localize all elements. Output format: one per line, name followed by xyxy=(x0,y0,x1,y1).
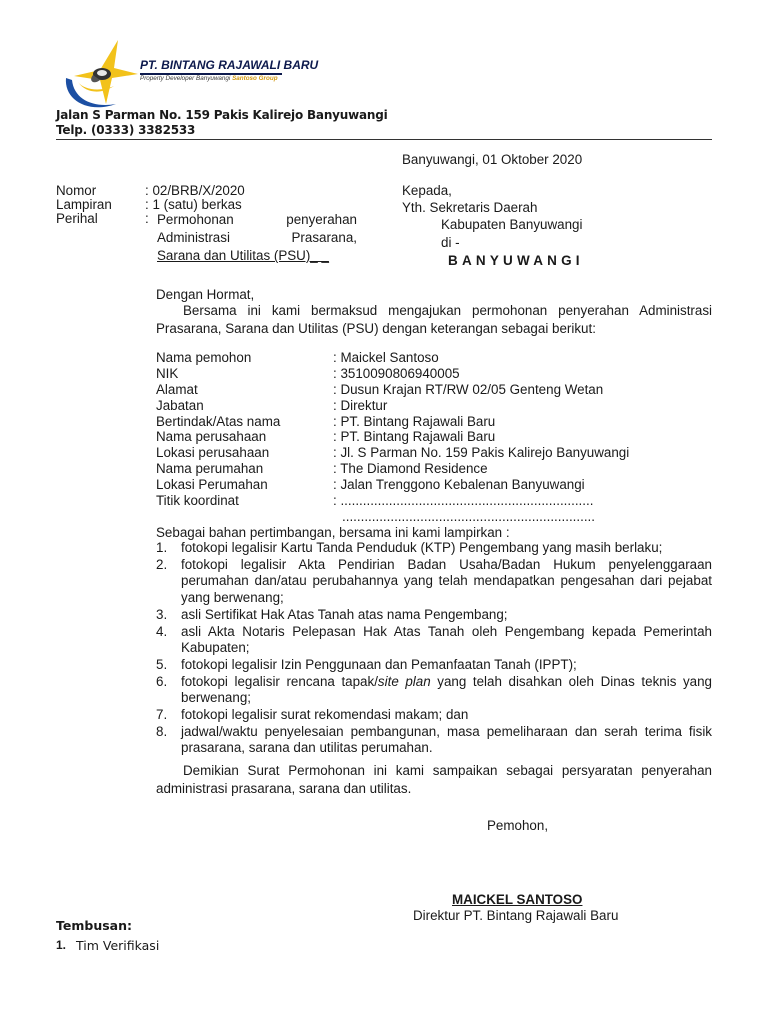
list-item xyxy=(156,674,712,707)
company-tagline-text: Property Developer Banyuwangi xyxy=(140,75,231,82)
koordinat-line-2: .................................................................... xyxy=(342,509,595,524)
company-name: PT. BINTANG RAJAWALI BARU xyxy=(140,58,319,72)
field-label: Nama perumahan xyxy=(156,461,264,476)
perihal-word: Prasarana, xyxy=(291,230,357,245)
list-item xyxy=(156,657,712,674)
list-text: fotokopi legalisir Akta Pendirian Badan Usaha/Badan Hukum penyelenggaraan perumahan dan/atau perubahannya yang telah mendapatkan pengesahan dari pejabat yang berwenang; xyxy=(181,556,712,606)
company-tagline xyxy=(140,75,278,82)
perihal-word: Administrasi xyxy=(157,230,230,245)
list-number: 4. xyxy=(156,623,168,639)
field-value: : Dusun Krajan RT/RW 02/05 Genteng Wetan xyxy=(333,382,604,397)
recipient-kabupaten: Kabupaten Banyuwangi xyxy=(441,217,583,232)
list-item xyxy=(156,607,712,624)
list-item xyxy=(156,557,712,607)
list-text xyxy=(181,674,712,707)
recipient-city: BANYUWANGI xyxy=(448,253,584,268)
field-label: Alamat xyxy=(156,382,198,397)
tembusan-label: Tembusan: xyxy=(56,918,132,933)
perihal-word: Sarana dan Utilitas (PSU)_ _ xyxy=(157,248,329,263)
recipient-yth: Yth. Sekretaris Daerah xyxy=(402,200,538,215)
field-value: : Jl. S Parman No. 159 Pakis Kalirejo Banyuwangi xyxy=(333,445,630,460)
letterhead-divider xyxy=(56,139,712,140)
list-text: fotokopi legalisir Kartu Tanda Penduduk (KTP) Pengembang yang masih berlaku; xyxy=(181,540,663,555)
recipient-kepada: Kepada, xyxy=(402,183,452,198)
list-text: fotokopi legalisir surat rekomendasi makam; dan xyxy=(181,707,469,723)
perihal-word: penyerahan xyxy=(286,212,357,227)
company-phone: Telp. (0333) 3382533 xyxy=(56,123,196,137)
field-value: : PT. Bintang Rajawali Baru xyxy=(333,429,496,444)
field-value: : PT. Bintang Rajawali Baru xyxy=(333,414,496,429)
field-value: : Jalan Trenggono Kebalenan Banyuwangi xyxy=(333,477,585,492)
list-number: 8. xyxy=(156,723,168,739)
field-label: Nama perusahaan xyxy=(156,429,267,444)
list-text: asli Akta Notaris Pelepasan Hak Atas Tanah oleh Pengembang kepada Pemerintah Kabupaten; xyxy=(181,623,712,656)
list-item xyxy=(156,707,712,724)
field-label: NIK xyxy=(156,366,179,381)
perihal-word: Permohonan xyxy=(157,212,234,227)
list-number: 7. xyxy=(156,707,168,723)
cc-recipient: Tim Verifikasi xyxy=(76,938,160,953)
list-item xyxy=(156,624,712,657)
cc-number: 1. xyxy=(56,938,67,952)
intro-paragraph: Bersama ini kami bermaksud mengajukan permohonan penyerahan Administrasi Prasarana, Sarana dan Utilitas (PSU) dengan keterangan sebagai berikut: xyxy=(156,303,712,336)
list-text-post: yang telah disahkan oleh Dinas teknis yang berwenang; xyxy=(181,673,713,706)
lampiran-label: Lampiran xyxy=(56,197,112,212)
closing-paragraph: Demikian Surat Permohonan ini kami sampaikan sebagai persyaratan penyerahan administrasi prasarana, sarana dan utilitas. xyxy=(156,763,712,796)
perihal-colon: : xyxy=(145,211,149,226)
field-label: Jabatan xyxy=(156,398,204,413)
field-value: : Direktur xyxy=(333,398,388,413)
list-item xyxy=(156,540,712,557)
attachment-list xyxy=(156,540,712,757)
field-label: Bertindak/Atas nama xyxy=(156,414,281,429)
signer-title: Direktur PT. Bintang Rajawali Baru xyxy=(413,908,619,923)
list-text: fotokopi legalisir Izin Penggunaan dan Pemanfaatan Tanah (IPPT); xyxy=(181,656,577,672)
perihal-value xyxy=(157,211,357,265)
company-address: Jalan S Parman No. 159 Pakis Kalirejo Banyuwangi xyxy=(56,108,388,122)
lampiran-value: : 1 (satu) berkas xyxy=(145,197,242,212)
list-number: 1. xyxy=(156,540,168,555)
field-value: : Maickel Santoso xyxy=(333,350,439,365)
list-text: jadwal/waktu penyelesaian pembangunan, masa pemeliharaan dan serah terima fisik prasarana, sarana dan utilitas perumahan. xyxy=(181,723,712,756)
field-value: : The Diamond Residence xyxy=(333,461,488,476)
field-label: Titik koordinat xyxy=(156,493,239,508)
list-number: 2. xyxy=(156,556,168,572)
letter-date: Banyuwangi, 01 Oktober 2020 xyxy=(402,152,583,167)
list-item xyxy=(156,724,712,757)
field-value: : .................................................................... xyxy=(333,493,594,508)
nomor-label: Nomor xyxy=(56,183,97,198)
field-label: Lokasi perusahaan xyxy=(156,445,270,460)
list-number: 6. xyxy=(156,673,168,689)
field-label: Lokasi Perumahan xyxy=(156,477,268,492)
field-label: Nama pemohon xyxy=(156,350,252,365)
list-number: 3. xyxy=(156,606,168,622)
salutation: Dengan Hormat, xyxy=(156,287,255,302)
field-value: : 3510090806940005 xyxy=(333,366,460,381)
lampirkan-intro: Sebagai bahan pertimbangan, bersama ini kami lampirkan : xyxy=(156,525,510,540)
perihal-label: Perihal xyxy=(56,211,98,226)
company-logo xyxy=(58,38,148,114)
list-text: asli Sertifikat Hak Atas Tanah atas nama Pengembang; xyxy=(181,606,508,622)
list-text-pre: fotokopi legalisir rencana tapak/ xyxy=(181,673,378,689)
nomor-value: : 02/BRB/X/2020 xyxy=(145,183,245,198)
signer-name: MAICKEL SANTOSO xyxy=(452,892,583,907)
list-number: 5. xyxy=(156,656,168,672)
company-group: Santoso Group xyxy=(232,75,278,82)
recipient-di: di - xyxy=(441,235,460,250)
list-text-italic: site plan xyxy=(377,673,431,689)
pemohon-label: Pemohon, xyxy=(487,818,549,833)
